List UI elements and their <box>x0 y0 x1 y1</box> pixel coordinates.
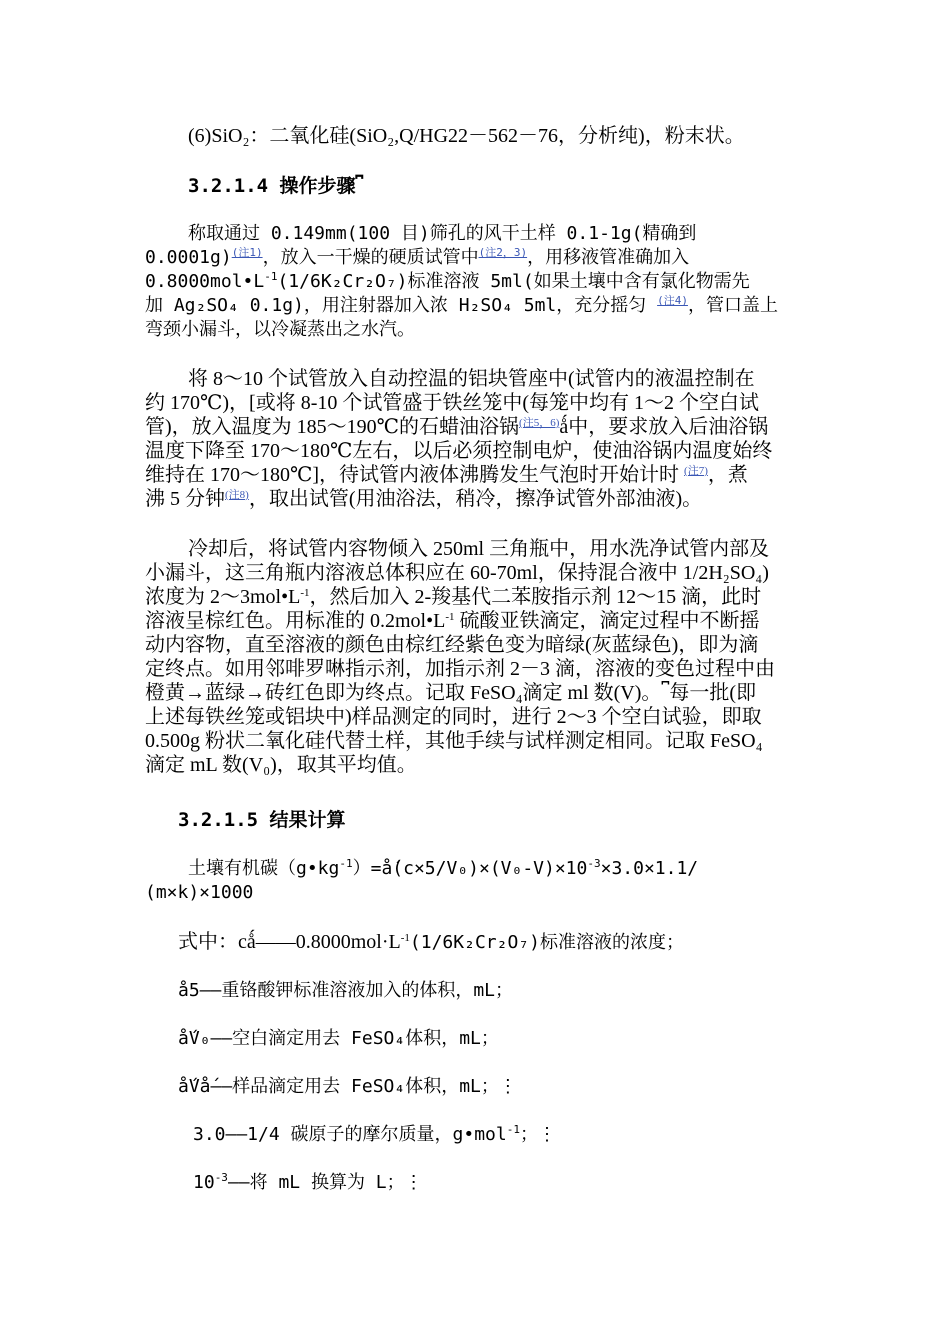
text-line: 土壤有机碳$(g•kg^{-1})=ǻ(c\times 5/V_0)\times(V_0-V)\times 10^{-3}\times 3.0\times 1.1/$ <box>188 857 699 879</box>
text-line: 称取通过 0.149mm(100 目)筛孔的风干土样 0.1-1g(精确到 <box>188 223 697 244</box>
text-line: 维持在 170～180℃]，待试管内液体沸腾发生气泡时开始计时 $^{(注7)}$，煮 <box>145 464 748 486</box>
text-line: 约 170℃)，[或将 8-10 个试管盛于铁丝笼中(每笼中均有 1～2 个空白试 <box>145 392 760 414</box>
text-line: 橙黄→蓝绿→砖红色即为终点。记取 FeSO₄滴定 ml 数(V)。⎴每一批(即 <box>145 682 757 704</box>
footnote-link[interactable]: (注4) <box>657 294 688 307</box>
text-line: 滴定 mL 数(V₀)，取其平均值。 <box>145 754 417 776</box>
reagent-sio2-line: (6)SiO₂：二氧化硅(SiO₂,Q/HG22－562－76，分析纯)，粉末状。 <box>188 125 745 147</box>
text-line: 冷却后，将试管内容物倾入 250ml 三角瓶中，用水洗净试管内部及 <box>188 538 770 560</box>
text-line: 动内容物，直至溶液的颜色由棕红经紫色变为暗绿(灰蓝绿色)，即为滴 <box>145 634 759 656</box>
text-line: 温度下降至 170～180℃左右，以后必须控制电炉，使油浴锅内温度始终 <box>145 440 773 462</box>
text-line: 溶液呈棕红色。用标准的 $0.2mol•L^{-1}$ 硫酸亚铁滴定，滴定过程中不断摇 <box>145 610 760 632</box>
footnote-link[interactable]: (注7) <box>684 465 708 477</box>
text-line: 加 Ag₂SO₄ 0.1g)，用注射器加入浓 H₂SO₄ 5ml，充分摇匀 $^{(注4)}$，管口盖上 <box>145 294 778 316</box>
text-line: $0.8000mol•L^{-1}(1/6K_2Cr_2O_7)$标准溶液 5ml(如果土壤中含有氯化物需先 <box>145 270 750 292</box>
text-line: 定终点。如用邻啡罗啉指示剂，加指示剂 2－3 滴，溶液的变色过程中由 <box>145 658 775 680</box>
definition-molar-mass: 3.0——1/4 碳原子的摩尔质量，g•mol$^{-1}$；⋮ <box>193 1123 556 1145</box>
text-line: 管)，放入温度为 185～190℃的石蜡油浴锅$^{(注5,6)}$ǻ中，要求放入后油浴锅 <box>145 416 769 438</box>
text-line: 0.0001g)$^{(注1)}$，放入一干燥的硬质试管中$^{(注2,3)}$，用移液管准确加入 <box>145 246 690 268</box>
definition-v: ǻVǻ——样品滴定用去 FeSO₄体积，mL；⋮ <box>178 1076 517 1097</box>
text-line: 将 8～10 个试管放入自动控温的铝块管座中(试管内的液温控制在 <box>188 368 755 390</box>
text-line: 小漏斗，这三角瓶内溶液总体积应在 60-70ml，保持混合液中 1/2H₂SO₄) <box>145 562 769 584</box>
definition-conversion: $10^{-3}——$将 mL 换算为 L；⋮ <box>193 1171 423 1193</box>
text-line: 沸 5 分钟$^{(注8)}$，取出试管(用油浴法，稍冷，擦净试管外部油液)。 <box>145 488 703 510</box>
footnote-link[interactable]: (注5，6) <box>519 417 560 429</box>
definition-5: å5——重铬酸钾标准溶液加入的体积，mL； <box>178 980 514 1001</box>
text-line: 浓度为 $2\sim 3mol•L^{-1}$，然后加入 2-羧基代二苯胺指示剂 12～15 滴，此时 <box>145 586 762 608</box>
footnote-link[interactable]: (注8) <box>225 489 249 501</box>
text-line: 0.500g 粉状二氧化硅代替土样，其他手续与试样测定相同。记取 FeSO₄ <box>145 730 763 752</box>
section-heading-calculation: 3.2.1.5 结果计算 <box>178 809 346 831</box>
text-line: 弯颈小漏斗，以冷凝蒸出之水汽。 <box>145 319 415 340</box>
footnote-link[interactable]: (注1) <box>231 246 263 259</box>
section-heading-procedure: 3.2.1.4 操作步骤⎴ <box>188 175 364 197</box>
definition-c: 式中：$cǻ——0.8000mol\cdot L^{-1}(1/6K_2Cr_2O_7)$标准溶液的浓度； <box>178 931 684 953</box>
definition-v0: ǻV₀——空白滴定用去 FeSO₄体积，mL； <box>178 1028 499 1049</box>
text-line: 上述每铁丝笼或铝块中)样品测定的同时，进行 2～3 个空白试验，即取 <box>145 706 762 728</box>
footnote-link[interactable]: (注2，3) <box>478 246 528 259</box>
text-line: (m×k)×1000 <box>145 882 254 903</box>
